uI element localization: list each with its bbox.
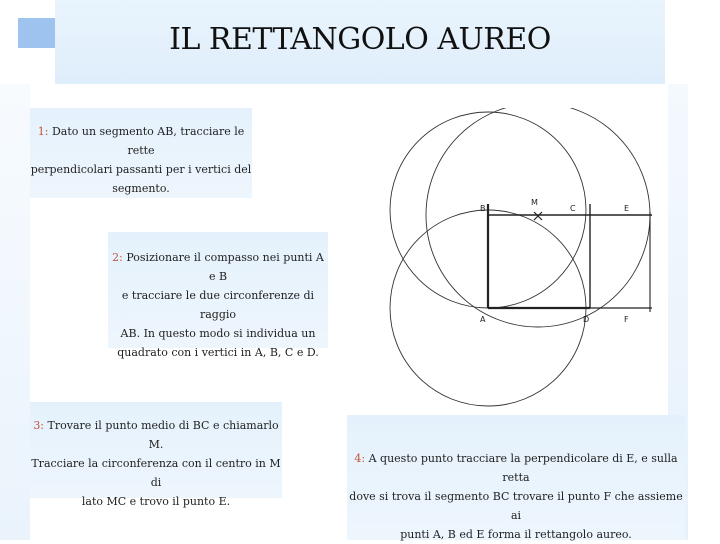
accent-square — [18, 18, 60, 48]
step-2-line-3: AB. In questo modo si individua un — [120, 327, 316, 340]
slide-title: IL RETTANGOLO AUREO — [169, 22, 551, 57]
step-3-line-3: lato MC e trovo il punto E. — [81, 495, 231, 508]
step-3-line-1: Trovare il punto medio di BC e chiamarlo M. — [47, 419, 279, 451]
label-f: F — [624, 315, 629, 324]
label-d: D — [583, 315, 590, 324]
step-2-line-2: e tracciare le due circonferenze di raggio — [121, 289, 315, 321]
step-4-line-2: dove si trova il segmento BC trovare il punto F che assieme ai — [349, 490, 683, 522]
step-4-line-1: A questo punto tracciare la perpendicolare di E, e sulla retta — [368, 452, 678, 484]
step-2-line-4: quadrato con i vertici in A, B, C e D. — [117, 346, 319, 359]
label-e: E — [624, 204, 630, 213]
label-b: B — [480, 204, 486, 213]
step-4-panel — [347, 415, 685, 540]
step-1-number: 1: — [37, 125, 49, 138]
step-1-line-1: Dato un segmento AB, tracciare le rette — [51, 125, 245, 157]
step-1-line-3: segmento. — [112, 182, 170, 195]
step-4-number: 4: — [354, 452, 366, 465]
step-3-line-2: Tracciare la circonferenza con il centro in M di — [31, 457, 281, 489]
title-box — [55, 0, 665, 84]
label-a: A — [480, 315, 486, 324]
step-1-panel — [30, 108, 252, 198]
step-2-panel — [108, 232, 328, 359]
label-c: C — [570, 204, 576, 213]
step-4-line-3: punti A, B ed E forma il rettangolo aureo. — [400, 528, 632, 541]
step-3-panel — [30, 402, 282, 508]
step-2-line-1: Posizionare il compasso nei punti A e B — [126, 251, 324, 283]
golden-rectangle-diagram — [380, 108, 665, 408]
label-m: M — [531, 198, 538, 207]
left-background-strip — [0, 84, 30, 540]
construction-svg — [380, 108, 665, 408]
step-3-number: 3: — [33, 419, 45, 432]
step-2-number: 2: — [112, 251, 123, 264]
step-1-line-2: perpendicolari passanti per i vertici del — [30, 163, 252, 176]
